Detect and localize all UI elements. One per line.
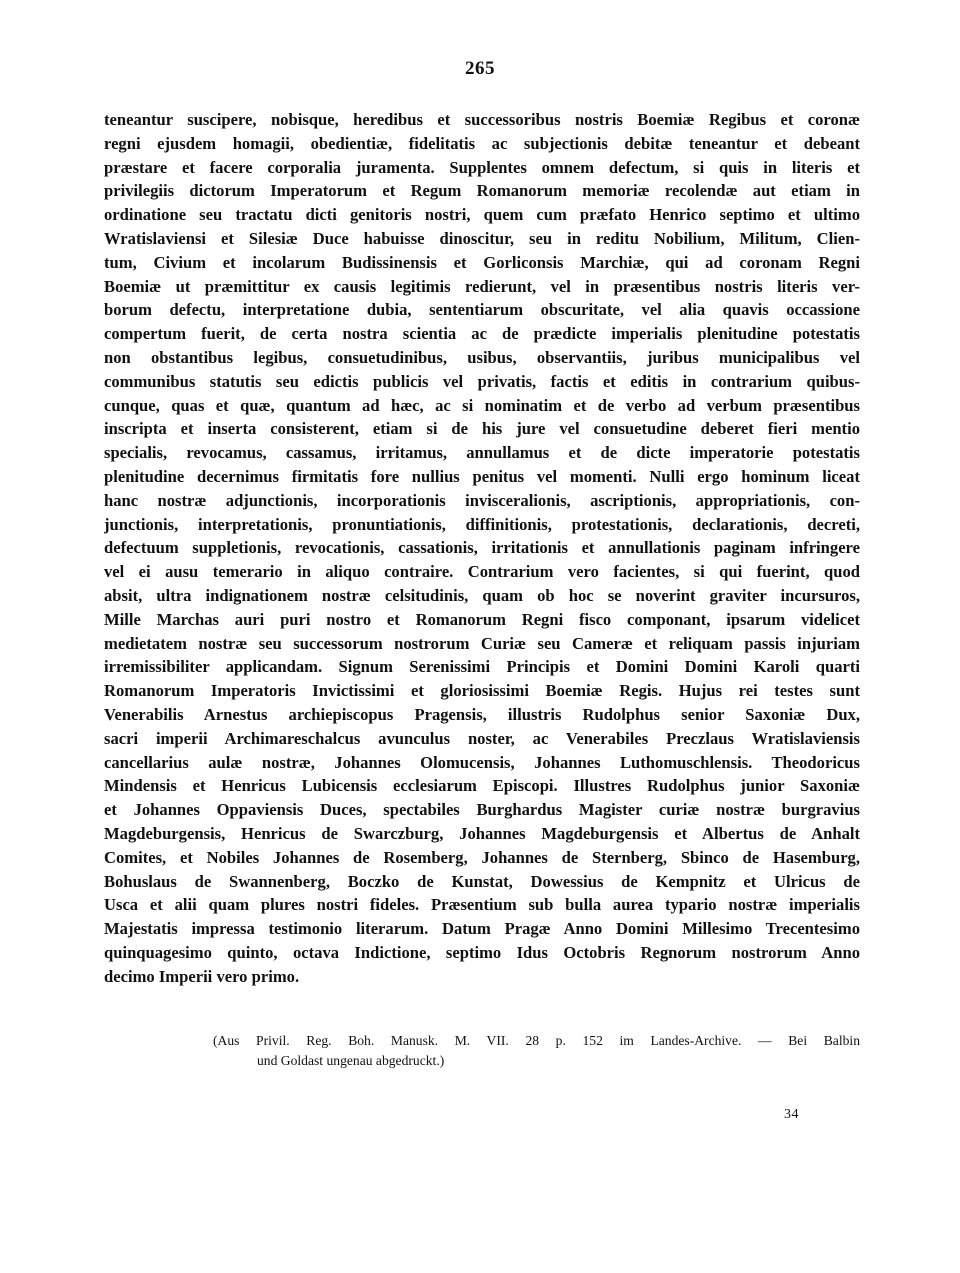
text-line: teneantur suscipere, nobisque, heredibus et successoribus nostris Boemiæ Regibus et coronæ xyxy=(104,110,860,129)
text-line: tum, Civium et incolarum Budissinensis et Gorliconsis Marchiæ, qui ad coronam Regni xyxy=(104,252,860,272)
text-line: quinquagesimo quinto, octava Indictione, septimo Idus Octobris Regnorum nostrorum Anno xyxy=(104,942,860,962)
text-line: inscripta et inserta consisterent, etiam si de his jure vel consuetudine deberet fieri mentio xyxy=(104,419,860,439)
source-note-line: (Aus Privil. Reg. Boh. Manusk. M. VII. 28 p. 152 im Landes-Archive. — Bei Balbin xyxy=(213,1033,860,1048)
text-line: Magdeburgensis, Henricus de Swarczburg, Johannes Magdeburgensis et Albertus de Anhalt xyxy=(104,823,860,843)
text-line: non obstantibus legibus, consuetudinibus, usibus, observantiis, juribus municipalibus vel xyxy=(104,347,860,367)
text-line: regni ejusdem homagii, obedientiæ, fidelitatis ac subjectionis debitæ teneantur et debeant xyxy=(104,133,860,153)
text-line: et Johannes Oppaviensis Duces, spectabiles Burghardus Magister curiæ nostræ burgravius xyxy=(104,800,860,820)
text-line: Mindensis et Henricus Lubicensis ecclesiarum Episcopi. Illustres Rudolphus junior Saxoniæ xyxy=(104,776,860,796)
text-line: sacri imperii Archimareschalcus avunculus noster, ac Venerabiles Preczlaus Wratislaviensis xyxy=(104,728,860,748)
text-line: Romanorum Imperatoris Invictissimi et gloriosissimi Boemiæ Regis. Hujus rei testes sunt xyxy=(104,681,860,701)
text-line: Boemiæ ut præmittitur ex causis legitimis redierunt, vel in præsentibus nostris literis ver- xyxy=(104,276,860,296)
text-line: borum defectu, interpretatione dubia, sententiarum obscuritate, vel alia quavis occassione xyxy=(104,300,860,320)
source-note-line: und Goldast ungenau abgedruckt.) xyxy=(257,1053,445,1068)
text-line: privilegiis dictorum Imperatorum et Regum Romanorum memoriæ recolendæ aut etiam in xyxy=(104,181,860,201)
text-line: absit, ultra indignationem nostræ celsitudinis, quam ob hoc se noverint graviter incursuros, xyxy=(104,585,860,605)
signature-mark: 34 xyxy=(784,1107,799,1122)
text-line: vel ei ausu temerario in aliquo contraire. Contrarium vero facientes, si qui fuerint, quod xyxy=(104,562,860,582)
text-line: Venerabilis Arnestus archiepiscopus Pragensis, illustris Rudolphus senior Saxoniæ Dux, xyxy=(104,704,860,724)
text-line: Wratislaviensi et Silesiæ Duce habuisse dinoscitur, seu in reditu Nobilium, Militum, Clien- xyxy=(104,228,860,248)
text-line: communibus statutis seu edictis publicis vel privatis, factis et editis in contrarium quibus- xyxy=(104,371,860,391)
text-line: cunque, quas et quæ, quantum ad hæc, ac si nominatim et de verbo ad verbum præsentibus xyxy=(104,395,860,415)
text-line: decimo Imperii vero primo. xyxy=(104,966,300,986)
text-line: cancellarius aulæ nostræ, Johannes Olomucensis, Johannes Luthomuschlensis. Theodoricus xyxy=(104,752,860,772)
text-line: ordinatione seu tractatu dicti genitoris nostri, quem cum præfato Henrico septimo et ultimo xyxy=(104,205,860,225)
text-line: defectuum suppletionis, revocationis, cassationis, irritationis et annullationis paginam infringere xyxy=(104,538,860,558)
text-line: compertum fuerit, de certa nostra scientia ac de prædicte imperialis plenitudine potestatis xyxy=(104,324,860,344)
text-line: junctionis, interpretationis, pronuntiationis, diffinitionis, protestationis, declarationis, decreti, xyxy=(104,514,860,534)
text-line: Comites, et Nobiles Johannes de Rosemberg, Johannes de Sternberg, Sbinco de Hasemburg, xyxy=(104,847,860,867)
page-number: 265 xyxy=(465,58,495,79)
text-line: præstare et facere corporalia juramenta. Supplentes omnem defectum, si quis in literis et xyxy=(104,157,860,177)
text-line: hanc nostræ adjunctionis, incorporationis invisceralionis, ascriptionis, appropriationis, con- xyxy=(104,490,860,510)
body-text xyxy=(104,108,860,988)
text-line: irremissibiliter applicandam. Signum Serenissimi Principis et Domini Domini Karoli quarti xyxy=(104,657,860,677)
text-line: Bohuslaus de Swannenberg, Boczko de Kunstat, Dowessius de Kempnitz et Ulricus de xyxy=(104,871,860,891)
text-line: medietatem nostræ seu successorum nostrorum Curiæ seu Cameræ et reliquam passis injuriam xyxy=(104,633,860,653)
text-line: plenitudine decernimus firmitatis fore nullius penitus vel momenti. Nulli ergo hominum liceat xyxy=(104,466,860,486)
text-line: Majestatis impressa testimonio literarum. Datum Pragæ Anno Domini Millesimo Trecentesimo xyxy=(104,919,860,939)
text-line: specialis, revocamus, cassamus, irritamus, annullamus et de dicte imperatorie potestatis xyxy=(104,443,860,463)
text-line: Usca et alii quam plures nostri fideles. Præsentium sub bulla aurea typario nostræ imperialis xyxy=(104,895,860,915)
text-line: Mille Marchas auri puri nostro et Romanorum Regni fisco componant, ipsarum videlicet xyxy=(104,609,860,629)
source-note xyxy=(213,1031,860,1071)
